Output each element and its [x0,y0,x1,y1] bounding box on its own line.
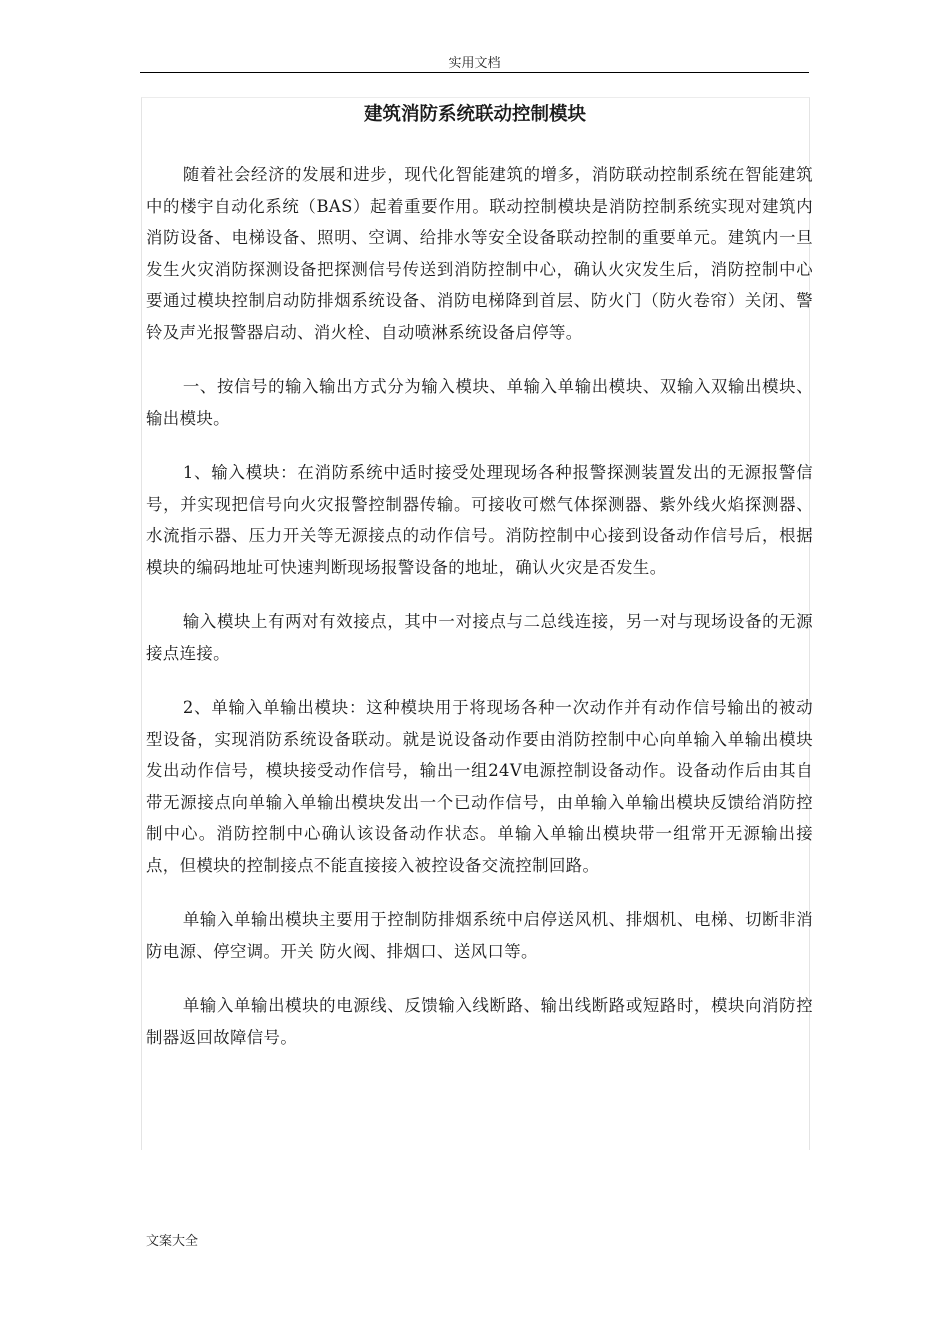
paragraph-intro: 随着社会经济的发展和进步，现代化智能建筑的增多，消防联动控制系统在智能建筑中的楼宇自动化系统（BAS）起着重要作用。联动控制模块是消防控制系统实现对建筑内消防设备、电梯设备、照明、空调、给排水等安全设备联动控制的重要单元。建筑内一旦发生火灾消防探测设备把探测信号传送到消防控制中心，确认火灾发生后，消防控制中心要通过模块控制启动防排烟系统设备、消防电梯降到首层、防火门（防火卷帘）关闭、警铃及声光报警器启动、消火栓、自动喷淋系统设备启停等。 [146,165,813,342]
paragraph-classification: 一、按信号的输入输出方式分为输入模块、单输入单输出模块、双输入双输出模块、输出模块。 [146,377,813,428]
document-body [146,159,813,1076]
paragraph-single-io-module: 2、单输入单输出模块：这种模块用于将现场各种一次动作并有动作信号输出的被动型设备，实现消防系统设备联动。就是说设备动作要由消防控制中心向单输入单输出模块发出动作信号，模块接受动作信号，输出一组24V电源控制设备动作。设备动作后由其自带无源接点向单输入单输出模块发出一个已动作信号，由单输入单输出模块反馈给消防控制中心。消防控制中心确认该设备动作状态。单输入单输出模块带一组常开无源输出接点，但模块的控制接点不能直接接入被控设备交流控制回路。 [146,698,813,875]
document-title: 建筑消防系统联动控制模块 [363,104,586,125]
paragraph-single-io-fault: 单输入单输出模块的电源线、反馈输入线断路、输出线断路或短路时，模块向消防控制器返回故障信号。 [146,996,813,1047]
paragraph-input-module: 1、输入模块：在消防系统中适时接受处理现场各种报警探测装置发出的无源报警信号，并实现把信号向火灾报警控制器传输。可接收可燃气体探测器、紫外线火焰探测器、水流指示器、压力开关等无源接点的动作信号。消防控制中心接到设备动作信号后，根据模块的编码地址可快速判断现场报警设备的地址，确认火灾是否发生。 [146,463,813,577]
paragraph-input-contacts: 输入模块上有两对有效接点，其中一对接点与二总线连接，另一对与现场设备的无源接点连接。 [146,612,813,663]
paragraph-single-io-usage: 单输入单输出模块主要用于控制防排烟系统中启停送风机、排烟机、电梯、切断非消防电源、停空调。开关 防火阀、排烟口、送风口等。 [146,910,813,961]
page-header: 实用文档 [140,56,809,73]
page-footer: 文案大全 [146,1234,199,1249]
